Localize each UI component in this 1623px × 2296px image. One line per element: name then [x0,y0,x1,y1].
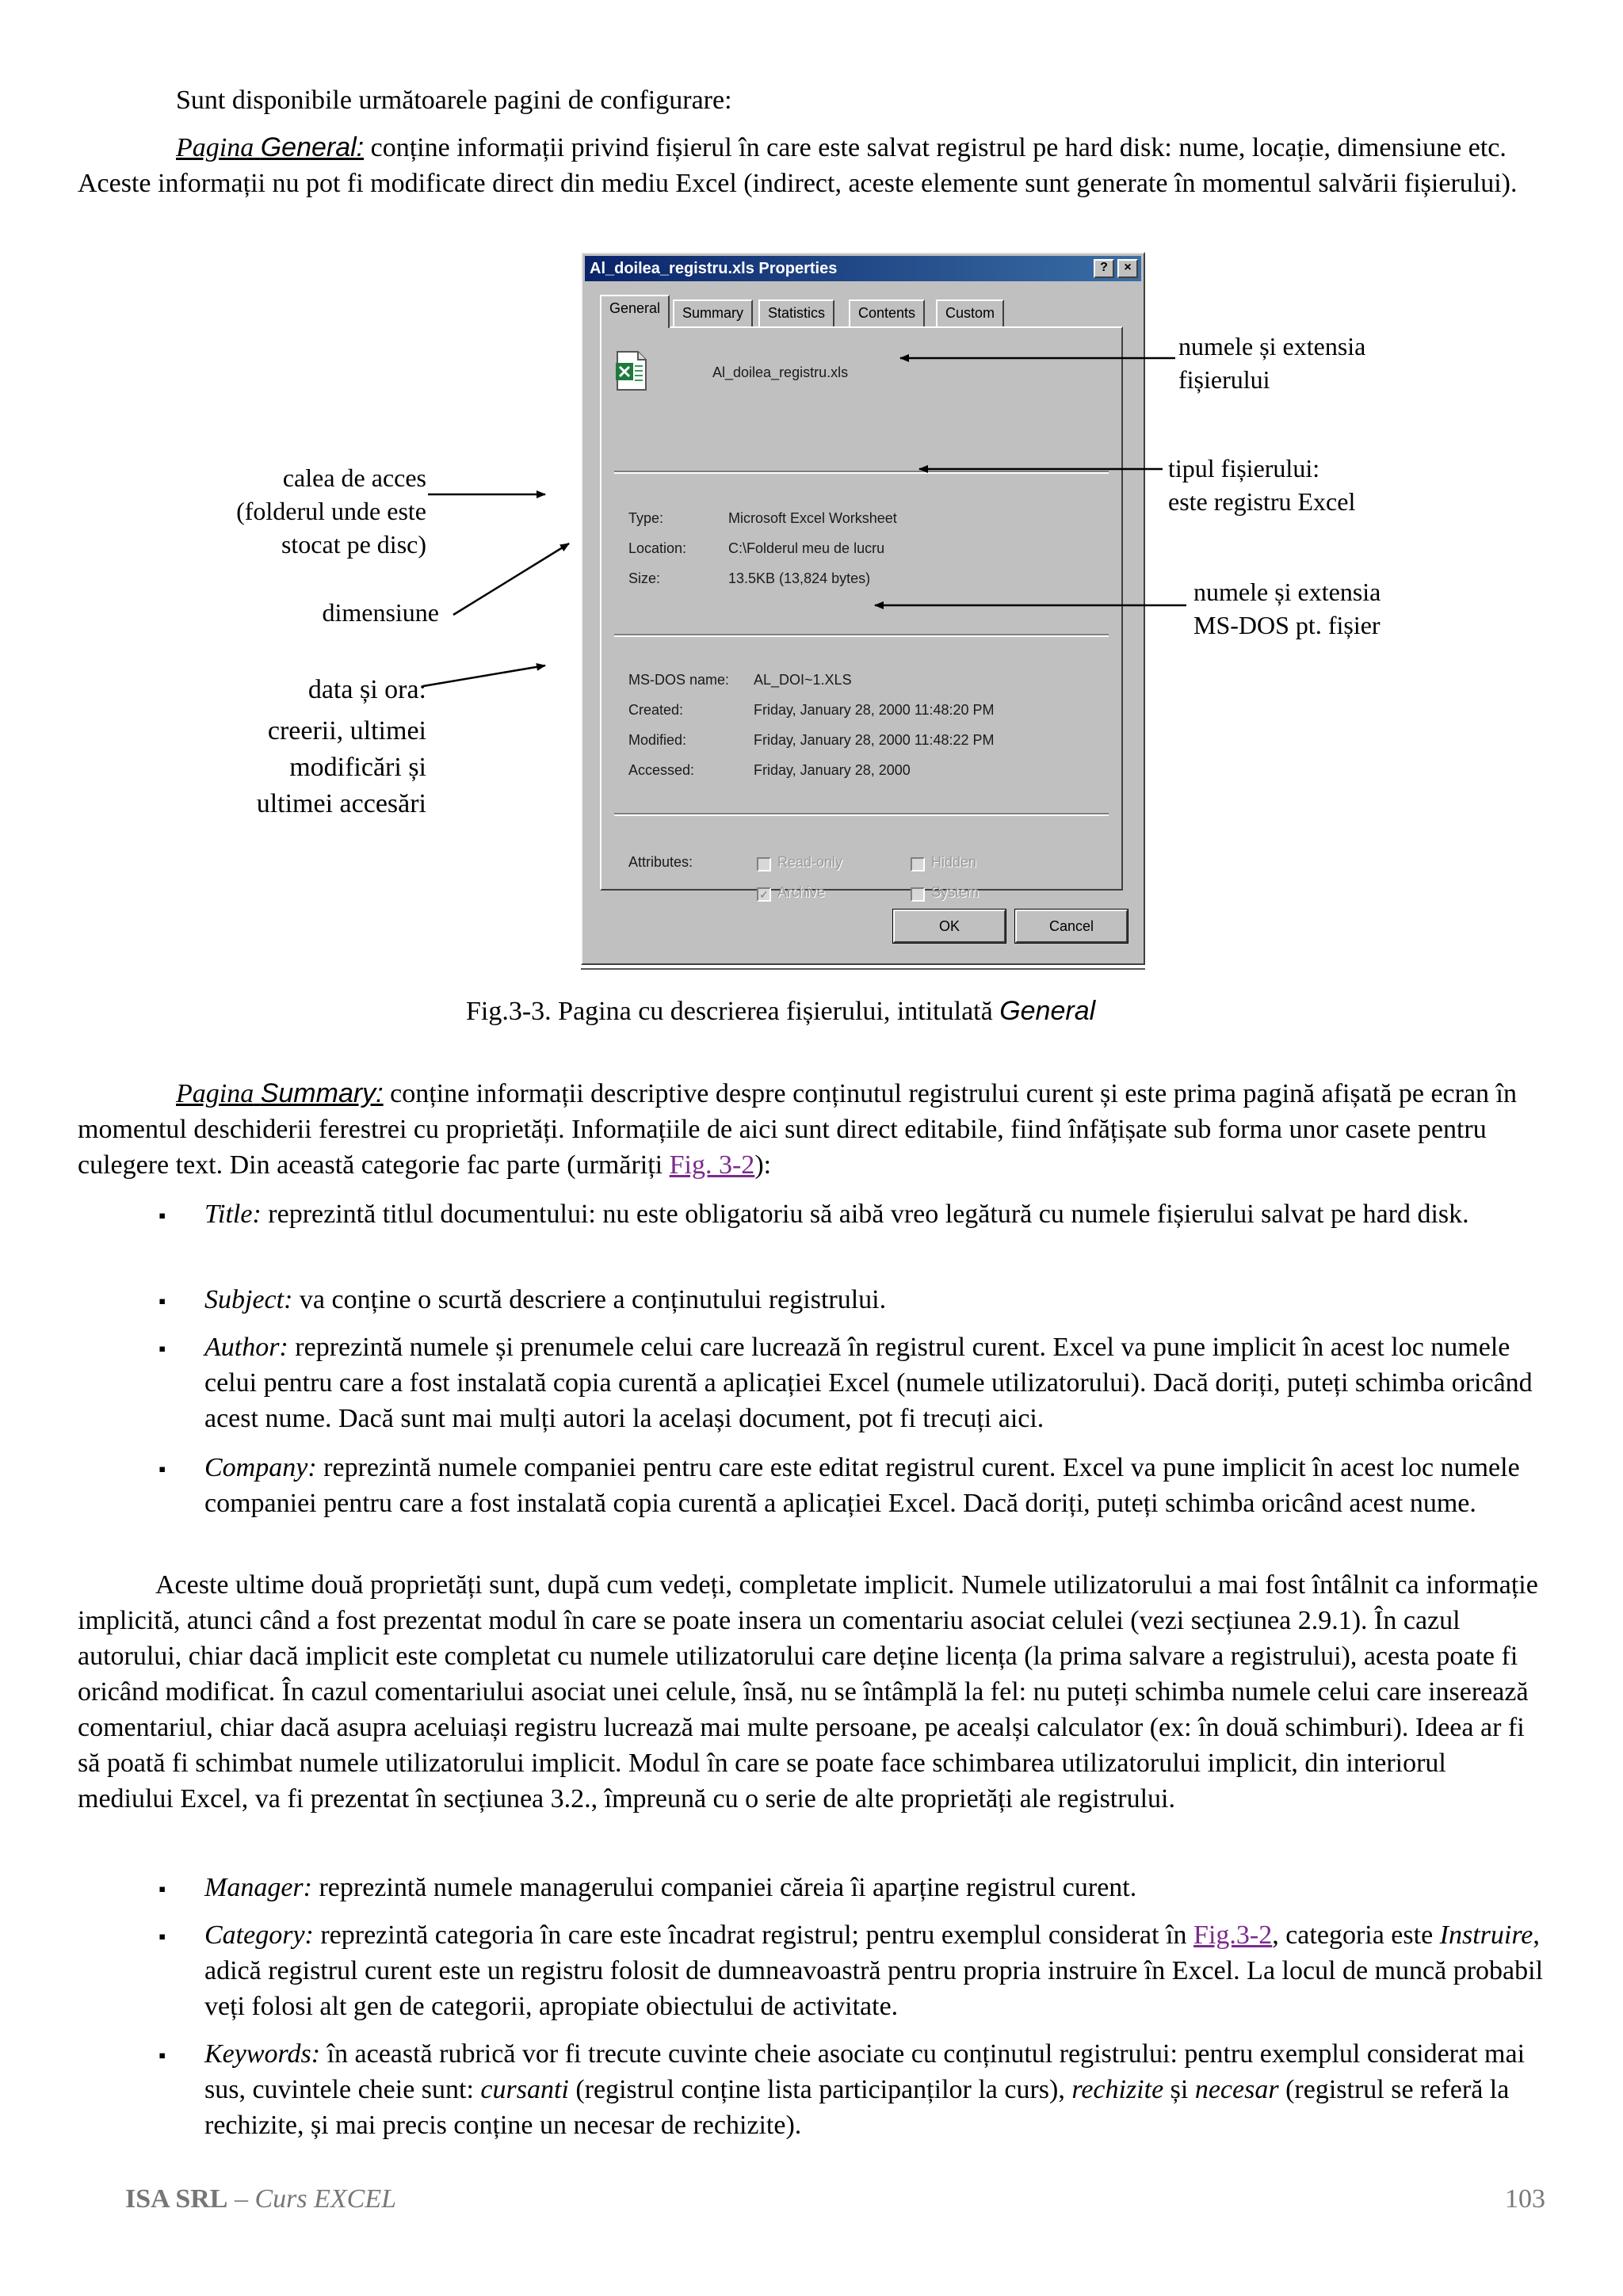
location-label: Location: [628,540,687,556]
arrow-dates [423,666,545,686]
summary-text: conține informații descriptive despre conținutul registrului curent și este prima pagină afișată pe ecran în momentul deschiderii ferestrei cu proprietăți. Informațiile de aici sunt direct editabile, fiind înfățișate sub forma unor casete pentru culegere text. Din această categorie fac parte (urmăriți [78,1079,1517,1180]
bullet-keywords: Keywords: în această rubrică vor fi trecute cuvinte cheie asociate cu conținutul registrului: pentru exemplul considerat mai sus, cuvintele cheie sunt: cursanti (registrul conține lista participanților la curs), rechizite și necesar (registrul se referă la rechizite, și mai precis conține un necesar de rechizite). [204,2039,1526,2140]
file-name-value: Al_doilea_registru.xls [712,364,849,380]
accessed-label: Accessed: [628,762,695,778]
bullet-marker: ▪ [158,1878,166,1901]
system-label: System [931,884,980,900]
bullet-manager: Manager: reprezintă numele managerului companiei căreia îi aparține registrul curent. [204,1873,1137,1902]
bullet-marker: ▪ [158,1458,166,1481]
close-button[interactable]: × [1117,259,1138,278]
annotation-dates: data și ora: creerii, ultimei modificări și ultimei accesări [256,675,426,818]
ok-button[interactable]: OK [893,910,1006,943]
modified-value: Friday, January 28, 2000 11:48:22 PM [754,732,995,748]
summary-label-name: Summary: [260,1078,384,1108]
bullet-author: Author: reprezintă numele și prenumele celui care lucrează în registrul curent. Excel va pune implicit în acest loc numele celui pentru care a fost instalată copia curentă a aplicației Excel (numele utilizatorului). Dacă doriți, puteți schimba oricând acest nume. Dacă sunt mai mulți autori la același document, pot fi trecuți aici. [204,1333,1533,1433]
arrow-size [453,543,569,615]
annotation-size: dimensiune [322,598,439,627]
archive-label: Archive [777,884,826,900]
bullet-subject: Subject: va conține o scurtă descriere a conținutului registrului. [204,1285,887,1314]
tab-general[interactable]: General [600,295,670,328]
bullet-marker: ▪ [158,1204,166,1227]
fig-3-2-link[interactable]: Fig.3-2 [1193,1920,1273,1950]
general-label-word: Pagina General: [176,132,365,162]
created-value: Friday, January 28, 2000 11:48:20 PM [754,702,995,718]
summary-label-word: Pagina Summary: [176,1078,384,1108]
page-number: 103 [1505,2184,1545,2214]
readonly-label: Read-only [777,854,843,870]
body-paragraph: Aceste ultime două proprietăți sunt, după cum vedeți, completate implicit. Numele utilizatorului a mai fost întâlnit ca informație implicită, atunci când a fost prezentat modul în care se poate insera un comentariu asociat celulei (vezi secțiunea 2.9.1). În cazul autorului, chiar dacă implicit este completat cu numele utilizatorului care deține licența (la prima salvare a registrului), acesta poate fi oricând modificat. În cazul comentariului asociat unei celule, însă, nu se întâmplă la fel: nu puteți schimba numele celui care inserează comentariul, chiar dacă asupra aceluiași registru lucrează mai multe persoane, pe acealși calculator (ex: în două schimburi). Ideea ar fi să poată fi schimbat numele utilizatorului implicit. Modul în care se poate face schimbarea utilizatorului implicit, din interiorul mediului Excel, va fi prezentat în secțiunea 3.2., împreună cu o serie de alte proprietăți ale registrului. [78,1570,1538,1814]
summary-paragraph: Pagina Summary: conține informații descriptive despre conținutul registrului curent și este prima pagină afișată pe ecran în momentul deschiderii ferestrei cu proprietăți. Informațiile de aici sunt direct editabile, fiind înfățișate sub forma unor casete pentru culegere text. Din această categorie fac parte (urmăriți Fig. 3-2): [78,1078,1517,1180]
bullet-marker: ▪ [158,1290,166,1313]
figure-caption: Fig.3-3. Pagina cu descrierea fișierului, intitulată General [466,996,1096,1026]
msdos-value: AL_DOI~1.XLS [754,672,852,688]
type-value: Microsoft Excel Worksheet [728,510,897,526]
cancel-button[interactable]: Cancel [1015,910,1128,943]
bullet-title: Title: reprezintă titlul documentului: nu este obligatoriu să aibă vreo legătură cu numele fișierului salvat pe hard disk. [204,1199,1469,1229]
bullet-company: Company: reprezintă numele companiei pentru care este editat registrul curent. Excel va pune implicit în acest loc numele companiei pentru care a fost instalată copia curentă a aplicației Excel. Dacă doriți, puteți schimba oricând acest nume. [204,1453,1520,1518]
caption-name: General [999,996,1096,1026]
help-button[interactable]: ? [1094,259,1114,278]
bullet-marker: ▪ [158,1337,166,1360]
bullet-marker: ▪ [158,2044,166,2067]
dialog-title: Al_doilea_registru.xls Properties [590,260,838,277]
type-label: Type: [628,510,664,526]
hidden-label: Hidden [931,854,977,870]
bullet-category: Category: reprezintă categoria în care este încadrat registrul; pentru exemplul considerat în Fig.3-2, categoria este Instruire, adică registrul curent este un registru folosit de dumneavoastră pentru propria instruire în Excel. La locul de muncă probabil veți folosi alt gen de categorii, apropiate obiectului de activitate. [204,1920,1544,2021]
tab-custom[interactable]: Custom [936,299,1004,326]
tab-summary[interactable]: Summary [673,299,753,326]
footer-course: ISA SRL – Curs EXCEL [125,2184,397,2214]
intro-text: Sunt disponibile următoarele pagini de configurare: [176,86,732,115]
accessed-value: Friday, January 28, 2000 [754,762,911,778]
annotation-path: calea de acces (folderul unde este stocat pe disc) [236,463,426,559]
location-value: C:\Folderul meu de lucru [728,540,885,556]
tab-statistics[interactable]: Statistics [758,299,834,326]
size-value: 13.5KB (13,824 bytes) [728,570,871,586]
tab-contents[interactable]: Contents [849,299,925,326]
bullet-marker: ▪ [158,1925,166,1948]
msdos-label: MS-DOS name: [628,672,730,688]
created-label: Created: [628,702,684,718]
general-text: conține informații privind fișierul în care este salvat registrul pe hard disk: nume, locație, dimensiune etc. Aceste informații nu pot fi modificate direct din mediu Excel (indirect, aceste elemente sunt generate în momentul salvării fișierului). [78,133,1518,198]
size-label: Size: [628,570,661,586]
attributes-label: Attributes: [628,854,693,870]
archive-checkbox[interactable]: ✓ [757,887,771,902]
general-label-name: General: [260,132,365,162]
annotation-filename: numele și extensia fișierului [1178,332,1366,394]
annotation-type: tipul fișierului: este registru Excel [1168,454,1356,516]
fig-3-2-link[interactable]: Fig. 3-2 [669,1150,755,1180]
modified-label: Modified: [628,732,687,748]
annotation-msdos: numele și extensia MS-DOS pt. fișier [1193,578,1381,639]
